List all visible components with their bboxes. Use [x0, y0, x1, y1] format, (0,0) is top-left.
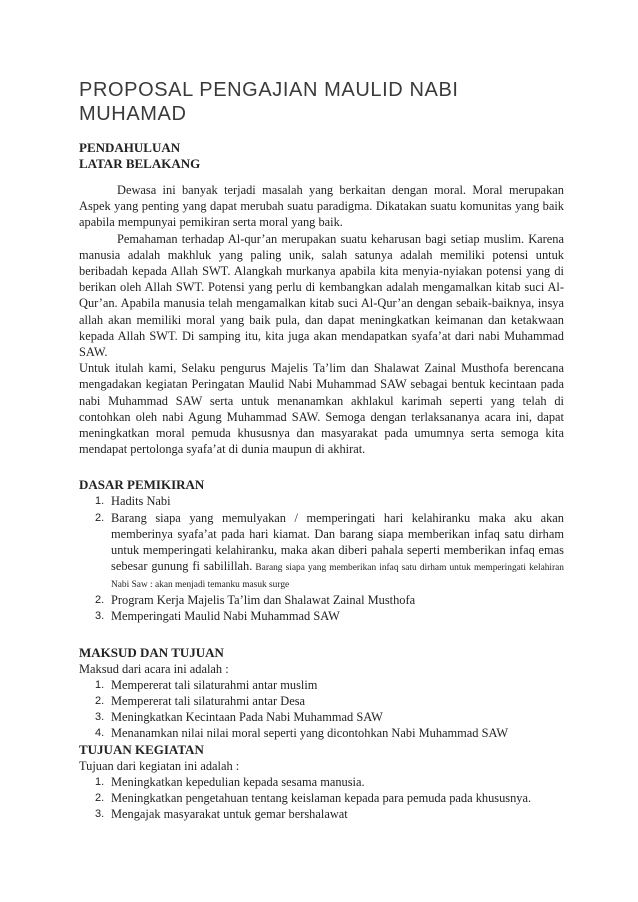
list-item: 2. Program Kerja Majelis Ta’lim dan Shalawat Zainal Musthofa	[95, 593, 416, 608]
paragraph-1: Dewasa ini banyak terjadi masalah yang berkaitan dengan moral. Moral merupakan Aspek yang penting yang dapat merubah suatu paradigma. Dikatakan suatu komunitas yang baik apabila mempunyai pemikiran serta moral yang baik.	[79, 183, 564, 230]
list-item: 2. Meningkatkan pengetahuan tentang keislaman kepada para pemuda pada khususnya.	[95, 791, 532, 806]
document-title: PROPOSAL PENGAJIAN MAULID NABI MUHAMAD	[79, 79, 459, 125]
list-item: 1. Hadits Nabi	[95, 494, 171, 509]
list-item: 2. Barang siapa yang memulyakan / memperingati hari kelahiranku maka aku akan memberinya syafa’at pada hari kiamat. Dan barang siapa memberikan infaq satu dirham untuk memperingati kelahiranku, maka akan diberi pahala seperti memberikan infaq emas sebesar gunung fi sabilillah. Barang siapa yang memberikan infaq satu dirham untuk memperingati kelahiran Nabi Saw : akan menjadi temanku masuk surge	[95, 510, 564, 591]
list-item: 1. Mempererat tali silaturahmi antar muslim	[95, 677, 318, 692]
maksud-list	[79, 677, 564, 742]
list-item: 2. Mempererat tali silaturahmi antar Desa	[95, 694, 306, 709]
heading-pendahuluan: PENDAHULUAN	[79, 140, 181, 155]
list-item: 4. Menanamkan nilai nilai moral seperti yang dicontohkan Nabi Muhammad SAW	[95, 726, 509, 741]
list-item: 3. Memperingati Maulid Nabi Muhammad SAW	[95, 609, 340, 624]
tujuan-list	[79, 774, 564, 823]
list-item: 1. Meningkatkan kepedulian kepada sesama manusia.	[95, 774, 365, 789]
heading-tujuan-kegiatan: TUJUAN KEGIATAN	[79, 741, 204, 757]
heading-latar-belakang: LATAR BELAKANG	[79, 156, 201, 171]
paragraph-2: Pemahaman terhadap Al-qur’an merupakan suatu keharusan bagi setiap muslim. Karena manusia adalah makhluk yang paling unik, salah satunya adalah memiliki potensi untuk beribadah kepada Allah SWT. Alangkah murkanya apabila kita menyia-nyiakan potensi yang di berikan oleh Allah SWT. Potensi yang perlu di kembangkan adalah mengamalkan kitab suci Al-Qur’an. Apabila manusia telah mengamalkan kitab suci Al-Qur’an dengan sebaik-baiknya, insya allah akan memiliki moral yang baik pula, dan dapat meningkatkan keimanan dan ketakwaan kepada Allah SWT. Di samping itu, kita juga akan mendapatkan syafa’at dari nabi Muhammad SAW.	[79, 231, 564, 360]
list-item: 3. Mengajak masyarakat untuk gemar bershalawat	[95, 807, 348, 822]
heading-maksud-tujuan: MAKSUD DAN TUJUAN	[79, 644, 224, 660]
tujuan-intro: Tujuan dari kegiatan ini adalah :	[79, 758, 240, 773]
paragraph-3: Untuk itulah kami, Selaku pengurus Majelis Ta’lim dan Shalawat Zainal Musthofa berencana mengadakan kegiatan Peringatan Maulid Nabi Muhammad SAW sebagai bentuk kecintaan pada nabi Muhammad SAW serta untuk menanamkan akhlakul karimah seperti yang telah di contohkan oleh nabi Agung Muhammad SAW. Semoga dengan terlaksananya acara ini, dapat meningkatkan moral pemuda khususnya dan masyarakat pada umumnya serta semoga kita mendapat pertolonga syafa’at di dunia maupun di akhirat.	[79, 361, 564, 457]
dasar-list	[79, 493, 564, 624]
maksud-intro: Maksud dari acara ini adalah :	[79, 661, 229, 676]
heading-dasar-pemikiran: DASAR PEMIKIRAN	[79, 477, 205, 493]
small-note: Barang siapa yang memberikan infaq satu dirham untuk memperingati kelahiran Nabi Saw : akan menjadi temanku masuk surge	[111, 563, 564, 591]
list-item: 3. Meningkatkan Kecintaan Pada Nabi Muhammad SAW	[95, 710, 383, 725]
